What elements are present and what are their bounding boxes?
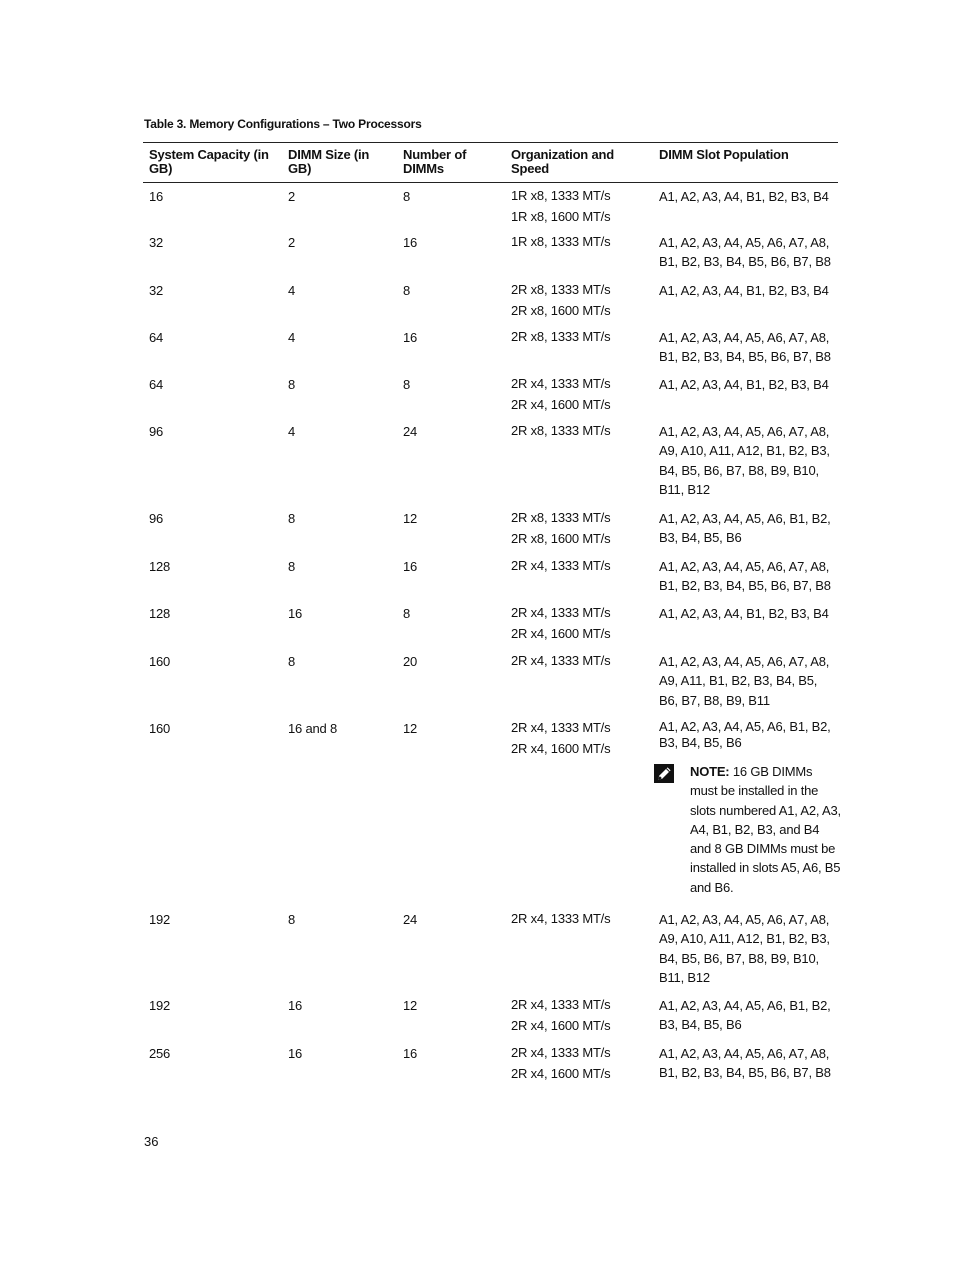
cell-dimm-size: 16 and 8 <box>288 721 338 736</box>
cell-organization-speed: 2R x4, 1600 MT/s <box>511 625 611 641</box>
page-number: 36 <box>144 1134 159 1149</box>
cell-organization-speed: 2R x4, 1600 MT/s <box>511 1065 611 1081</box>
cell-capacity: 64 <box>149 377 164 392</box>
cell-slot-population: A1, A2, A3, A4, A5, A6, B1, B2, <box>659 511 831 526</box>
cell-dimm-size: 16 <box>288 998 303 1013</box>
cell-organization-speed: 2R x4, 1333 MT/s <box>511 911 611 926</box>
cell-slot-population: B1, B2, B3, B4, B5, B6, B7, B8 <box>659 1065 831 1081</box>
cell-organization-speed: 1R x8, 1600 MT/s <box>511 208 611 224</box>
cell-capacity: 160 <box>149 654 171 669</box>
cell-slot-population: B1, B2, B3, B4, B5, B6, B7, B8 <box>659 578 831 594</box>
cell-slot-population: B3, B4, B5, B6 <box>659 735 742 750</box>
cell-organization-speed: 2R x4, 1333 MT/s <box>511 720 611 735</box>
cell-capacity: 160 <box>149 721 171 736</box>
table-top-rule <box>143 142 838 143</box>
cell-organization-speed: 1R x8, 1333 MT/s <box>511 234 611 249</box>
cell-dimm-size: 4 <box>288 424 296 439</box>
cell-slot-population: A1, A2, A3, A4, A5, A6, B1, B2, <box>659 998 831 1013</box>
cell-dimm-size: 8 <box>288 912 296 927</box>
table-caption: Table 3. Memory Configurations – Two Processors <box>144 117 422 131</box>
cell-dimm-size: 8 <box>288 377 296 392</box>
cell-capacity: 96 <box>149 424 164 439</box>
cell-organization-speed: 2R x4, 1333 MT/s <box>511 605 611 620</box>
cell-dimm-count: 8 <box>403 189 411 204</box>
cell-capacity: 192 <box>149 912 171 927</box>
cell-organization-speed: 2R x4, 1600 MT/s <box>511 740 611 756</box>
cell-capacity: 128 <box>149 606 171 621</box>
cell-dimm-count: 8 <box>403 377 411 392</box>
cell-capacity: 128 <box>149 559 171 574</box>
cell-dimm-count: 24 <box>403 424 418 439</box>
cell-organization-speed: 2R x8, 1333 MT/s <box>511 329 611 344</box>
cell-slot-population: A1, A2, A3, A4, A5, A6, A7, A8, <box>659 235 830 250</box>
cell-organization-speed: 2R x4, 1333 MT/s <box>511 653 611 668</box>
cell-dimm-count: 12 <box>403 721 418 736</box>
cell-slot-population: A9, A10, A11, A12, B1, B2, B3, <box>659 931 830 947</box>
note-pencil-icon <box>654 764 674 783</box>
cell-slot-population: A1, A2, A3, A4, B1, B2, B3, B4 <box>659 283 829 298</box>
note-text <box>690 762 842 897</box>
cell-slot-population: A1, A2, A3, A4, A5, A6, A7, A8, <box>659 912 830 927</box>
header-organization-speed: Organization and Speed <box>511 147 614 176</box>
cell-slot-population: A1, A2, A3, A4, B1, B2, B3, B4 <box>659 189 829 204</box>
cell-dimm-size: 4 <box>288 283 296 298</box>
cell-dimm-size: 8 <box>288 654 296 669</box>
cell-slot-population: B1, B2, B3, B4, B5, B6, B7, B8 <box>659 254 831 270</box>
cell-slot-population: B3, B4, B5, B6 <box>659 1017 742 1033</box>
cell-dimm-count: 12 <box>403 998 418 1013</box>
cell-organization-speed: 1R x8, 1333 MT/s <box>511 188 611 203</box>
cell-dimm-count: 24 <box>403 912 418 927</box>
cell-organization-speed: 2R x4, 1600 MT/s <box>511 1017 611 1033</box>
cell-dimm-size: 4 <box>288 330 296 345</box>
header-capacity: System Capacity (in GB) <box>149 147 269 176</box>
cell-capacity: 32 <box>149 235 164 250</box>
cell-dimm-count: 12 <box>403 511 418 526</box>
cell-organization-speed: 2R x8, 1333 MT/s <box>511 282 611 297</box>
cell-organization-speed: 2R x4, 1333 MT/s <box>511 997 611 1012</box>
cell-dimm-size: 16 <box>288 606 303 621</box>
cell-capacity: 32 <box>149 283 164 298</box>
cell-slot-population: A1, A2, A3, A4, A5, A6, A7, A8, <box>659 330 830 345</box>
cell-slot-population: B4, B5, B6, B7, B8, B9, B10, <box>659 950 819 966</box>
cell-capacity: 16 <box>149 189 164 204</box>
cell-organization-speed: 2R x8, 1333 MT/s <box>511 423 611 438</box>
cell-slot-population: A1, A2, A3, A4, A5, A6, B1, B2, <box>659 719 831 734</box>
cell-organization-speed: 2R x4, 1333 MT/s <box>511 558 611 573</box>
cell-slot-population: B1, B2, B3, B4, B5, B6, B7, B8 <box>659 349 831 365</box>
cell-organization-speed: 2R x4, 1600 MT/s <box>511 396 611 412</box>
cell-dimm-count: 16 <box>403 330 418 345</box>
header-dimm-size: DIMM Size (in GB) <box>288 147 370 176</box>
cell-dimm-count: 8 <box>403 283 411 298</box>
header-slot-population: DIMM Slot Population <box>659 147 789 162</box>
cell-capacity: 192 <box>149 998 171 1013</box>
cell-slot-population: B3, B4, B5, B6 <box>659 530 742 546</box>
cell-organization-speed: 2R x4, 1333 MT/s <box>511 1045 611 1060</box>
cell-dimm-count: 16 <box>403 1046 418 1061</box>
cell-organization-speed: 2R x8, 1600 MT/s <box>511 530 611 546</box>
cell-capacity: 64 <box>149 330 164 345</box>
cell-slot-population: A1, A2, A3, A4, B1, B2, B3, B4 <box>659 377 829 392</box>
cell-dimm-count: 16 <box>403 559 418 574</box>
cell-dimm-count: 16 <box>403 235 418 250</box>
cell-slot-population: A9, A11, B1, B2, B3, B4, B5, <box>659 673 818 689</box>
note-body: 16 GB DIMMs must be installed in the slots numbered A1, A2, A3, A4, B1, B2, B3, and B4 and 8 GB DIMMs must be installed in slots A5, A6, B5 and B6. <box>690 764 841 895</box>
header-number-of-dimms: Number of DIMMs <box>403 147 467 176</box>
table-header-rule <box>143 182 838 183</box>
cell-slot-population: A1, A2, A3, A4, A5, A6, A7, A8, <box>659 559 830 574</box>
cell-dimm-size: 16 <box>288 1046 303 1061</box>
cell-slot-population: B11, B12 <box>659 481 710 497</box>
cell-slot-population: A1, A2, A3, A4, A5, A6, A7, A8, <box>659 424 830 439</box>
cell-slot-population: A1, A2, A3, A4, A5, A6, A7, A8, <box>659 654 830 669</box>
cell-organization-speed: 2R x8, 1600 MT/s <box>511 302 611 318</box>
cell-capacity: 256 <box>149 1046 171 1061</box>
cell-dimm-size: 8 <box>288 559 296 574</box>
cell-organization-speed: 2R x4, 1333 MT/s <box>511 376 611 391</box>
cell-dimm-size: 2 <box>288 235 296 250</box>
cell-capacity: 96 <box>149 511 164 526</box>
cell-slot-population: A1, A2, A3, A4, A5, A6, A7, A8, <box>659 1046 830 1061</box>
cell-dimm-count: 8 <box>403 606 411 621</box>
cell-organization-speed: 2R x8, 1333 MT/s <box>511 510 611 525</box>
cell-dimm-size: 8 <box>288 511 296 526</box>
cell-slot-population: B6, B7, B8, B9, B11 <box>659 692 770 708</box>
note-label: NOTE: <box>690 764 730 779</box>
cell-dimm-count: 20 <box>403 654 418 669</box>
cell-slot-population: A9, A10, A11, A12, B1, B2, B3, <box>659 443 830 459</box>
cell-slot-population: A1, A2, A3, A4, B1, B2, B3, B4 <box>659 606 829 621</box>
cell-slot-population: B11, B12 <box>659 969 710 985</box>
cell-slot-population: B4, B5, B6, B7, B8, B9, B10, <box>659 462 819 478</box>
cell-dimm-size: 2 <box>288 189 296 204</box>
